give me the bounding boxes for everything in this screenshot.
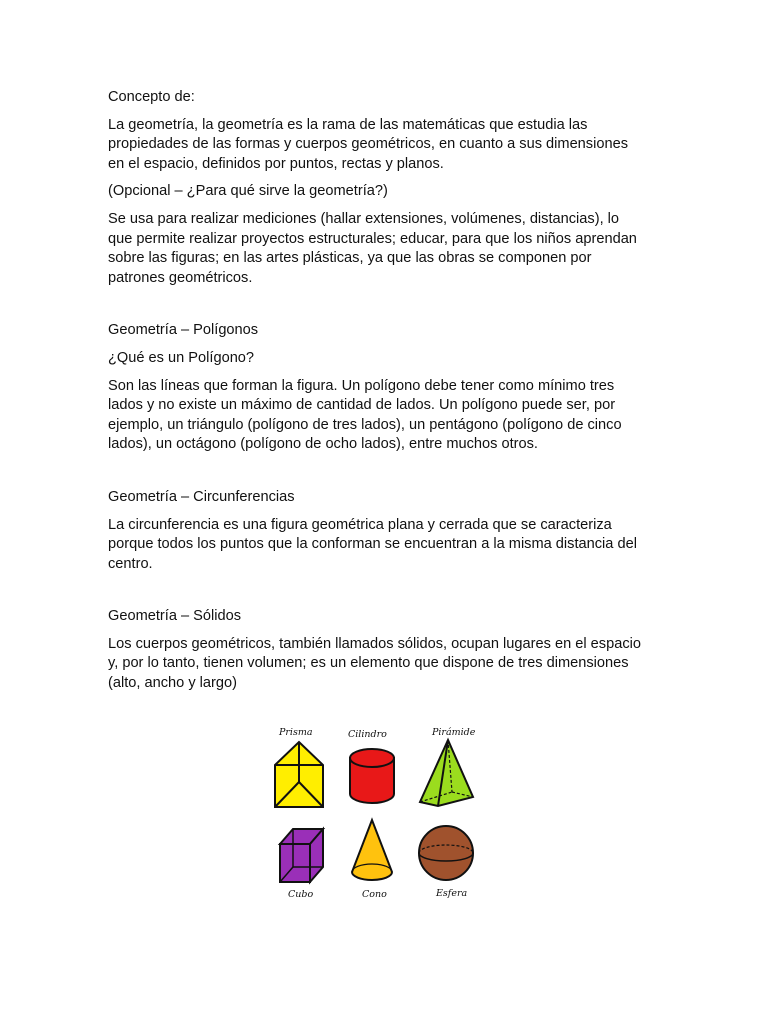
cono-label: Cono (362, 889, 387, 900)
cilindro-top (350, 749, 394, 767)
cilindro-label: Cilindro (348, 729, 387, 740)
cubo-label: Cubo (288, 889, 314, 900)
piramide-shape (420, 740, 473, 806)
esfera-body (419, 826, 473, 880)
cubo-shape (280, 829, 323, 882)
circunferencias-heading: Geometría – Circunferencias (108, 488, 295, 505)
esfera-shape (419, 826, 473, 880)
prisma-label: Prisma (279, 727, 313, 738)
cilindro-shape (350, 749, 394, 803)
poligonos-heading: Geometría – Polígonos (108, 322, 259, 339)
esfera-label: Esfera (436, 888, 468, 899)
document-page (108, 88, 668, 694)
solids-svg (262, 722, 502, 904)
concepto-heading: Concepto de: (108, 89, 195, 105)
piramide-label: Pirámide (432, 727, 476, 738)
solids-illustration (262, 722, 502, 904)
concepto-uses: Se usa para realizar mediciones (hallar extensiones, volúmenes, distancias), lo que permite realizar proyectos estructurales; educar, para que los niños aprendan sobre las figuras; en las artes plásticas, ya que las obras se componen por patrones geométricos. (108, 210, 637, 286)
circunferencias-body: La circunferencia es una figura geométrica plana y cerrada que se caracteriza porque todos los puntos que la conforman se encuentran a la misma distancia del centro. (108, 516, 637, 572)
solidos-heading: Geometría – Sólidos (108, 608, 242, 625)
poligonos-question: ¿Qué es un Polígono? (108, 349, 255, 366)
concepto-optional-question: (Opcional – ¿Para qué sirve la geometría?) (108, 183, 388, 200)
solidos-body: Los cuerpos geométricos, también llamados sólidos, ocupan lugares en el espacio y, por lo tanto, tienen volumen; es un elemento que dispone de tres dimensiones (alto, ancho y largo) (108, 635, 641, 692)
cono-body (352, 820, 392, 880)
concepto-definition: La geometría, la geometría es la rama de las matemáticas que estudia las propiedades de las formas y cuerpos geométricos, en cuanto a sus dimensiones en el espacio, definidos por puntos, rectas y planos. (108, 116, 628, 172)
poligonos-body: Son las líneas que forman la figura. Un polígono debe tener como mínimo tres lados y no existe un máximo de cantidad de lados. Un polígono puede ser, por ejemplo, un triángulo (polígono de tres lados), un pentágono (polígono de cinco lados), un octágono (polígono de ocho lados), entre muchos otros. (108, 377, 622, 453)
cono-shape (352, 820, 392, 880)
prisma-shape (275, 742, 323, 807)
